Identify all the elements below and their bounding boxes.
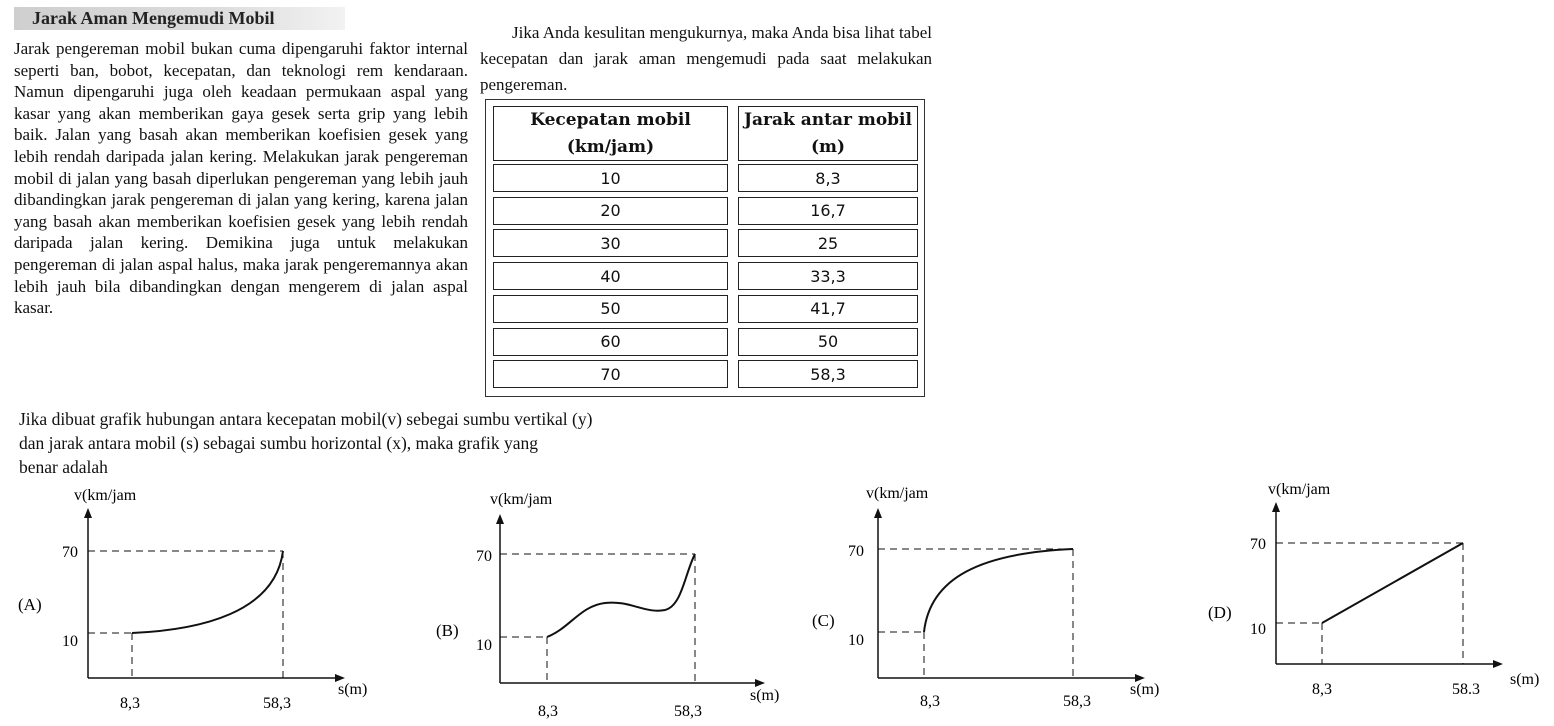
graph-d-xtick-58: 58.3 — [1452, 681, 1480, 698]
graph-d-xtick-8: 8,3 — [1312, 681, 1332, 698]
graph-d-option: (D) — [1208, 603, 1232, 622]
header-speed-line1: Kecepatan mobil — [530, 109, 691, 130]
graph-a-ytick-10: 10 — [62, 633, 78, 650]
graph-c-option: (C) — [812, 611, 835, 630]
graph-b-xtick-8: 8,3 — [538, 703, 558, 720]
graph-b-option: (B) — [436, 621, 459, 640]
table-header-distance — [738, 106, 918, 161]
table-cell-distance: 50 — [738, 328, 918, 356]
graph-a-option: (A) — [18, 595, 42, 614]
graph-c-ylabel: v(km/jam — [866, 485, 929, 502]
table-cell-distance: 58,3 — [738, 360, 918, 388]
graph-c-ytick-10: 10 — [848, 632, 864, 649]
table-cell-speed: 60 — [493, 328, 728, 356]
graph-option-a[interactable] — [0, 478, 380, 726]
graph-b-ytick-70: 70 — [476, 548, 492, 565]
table-intro-text: Jika Anda kesulitan mengukurnya, maka Anda bisa lihat tabel kecepatan dan jarak aman mengemudi pada saat melakukan pengereman. — [480, 23, 932, 94]
table-cell-distance: 41,7 — [738, 295, 918, 323]
question-line: Jika dibuat grafik hubungan antara kecepatan mobil(v) sebegai sumbu vertikal (y) — [19, 409, 593, 429]
graph-a-ytick-70: 70 — [62, 544, 78, 561]
question-text — [19, 407, 739, 479]
graph-a-xtick-8: 8,3 — [120, 695, 140, 712]
graph-a-ylabel: v(km/jam — [74, 487, 137, 504]
graph-d-ytick-70: 70 — [1250, 536, 1266, 553]
graph-option-c[interactable] — [800, 478, 1180, 726]
table-cell-speed: 50 — [493, 295, 728, 323]
graph-option-d[interactable] — [1190, 478, 1554, 726]
table-cell-speed: 30 — [493, 229, 728, 257]
graph-option-b[interactable] — [420, 478, 800, 726]
table-cell-speed: 70 — [493, 360, 728, 388]
graph-c-xtick-8: 8,3 — [920, 693, 940, 710]
table-cell-distance: 8,3 — [738, 164, 918, 192]
graph-a-xtick-58: 58,3 — [263, 695, 291, 712]
graph-a-xlabel: s(m) — [338, 681, 368, 698]
graph-b-curve — [547, 554, 695, 637]
table-cell-distance: 16,7 — [738, 197, 918, 225]
page-title: Jarak Aman Mengemudi Mobil — [14, 7, 345, 30]
graph-b-ylabel: v(km/jam — [490, 491, 553, 508]
graph-b-xlabel: s(m) — [750, 687, 780, 704]
graph-b-xtick-58: 58,3 — [674, 703, 702, 720]
graph-d-xlabel: s(m) — [1510, 671, 1540, 688]
header-distance-line2: (m) — [810, 136, 846, 157]
graph-c-curve — [924, 549, 1073, 632]
table-cell-speed: 40 — [493, 262, 728, 290]
header-speed-line2: (km/jam) — [566, 136, 655, 157]
table-cell-speed: 10 — [493, 164, 728, 192]
graph-d-line — [1322, 543, 1463, 623]
graph-b-ytick-10: 10 — [476, 637, 492, 654]
table-cell-distance: 25 — [738, 229, 918, 257]
table-header-speed — [493, 106, 728, 161]
graph-c-ytick-70: 70 — [848, 543, 864, 560]
body-paragraph: Jarak pengereman mobil bukan cuma dipengaruhi faktor internal seperti ban, bobot, kecepatan, dan teknologi rem kendaraan. Namun dipengaruhi juga oleh keadaan permukaan aspal yang kasar yang akan memberikan gaya gesek serta grip yang lebih baik. Jalan yang basah akan memberikan koefisien gesek yang lebih rendah daripada jalan kering. Melakukan jarak pengereman mobil di jalan yang basah diperlukan pengereman yang lebih jauh dibandingkan jarak pengereman di jalan yang kering, karena jalan yang basah akan memberikan koefisien gesek yang lebih rendah daripada jalan kering. Demikina juga untuk melakukan pengereman di jalan aspal halus, maka jarak pengeremannya akan lebih jauh bila dibandingkan dengan mengerem di jalan aspal kasar. — [14, 39, 468, 318]
question-line: benar adalah — [19, 457, 108, 477]
speed-distance-table — [485, 99, 925, 397]
header-distance-line1: Jarak antar mobil — [744, 109, 912, 130]
table-cell-speed: 20 — [493, 197, 728, 225]
table-cell-distance: 33,3 — [738, 262, 918, 290]
graph-c-xtick-58: 58,3 — [1063, 693, 1091, 710]
graph-c-xlabel: s(m) — [1130, 681, 1160, 698]
graph-a-curve — [132, 551, 283, 633]
graph-d-ylabel: v(km/jam — [1268, 481, 1331, 498]
graph-d-ytick-10: 10 — [1250, 621, 1266, 638]
question-line: dan jarak antara mobil (s) sebagai sumbu horizontal (x), maka grafik yang — [19, 433, 538, 453]
